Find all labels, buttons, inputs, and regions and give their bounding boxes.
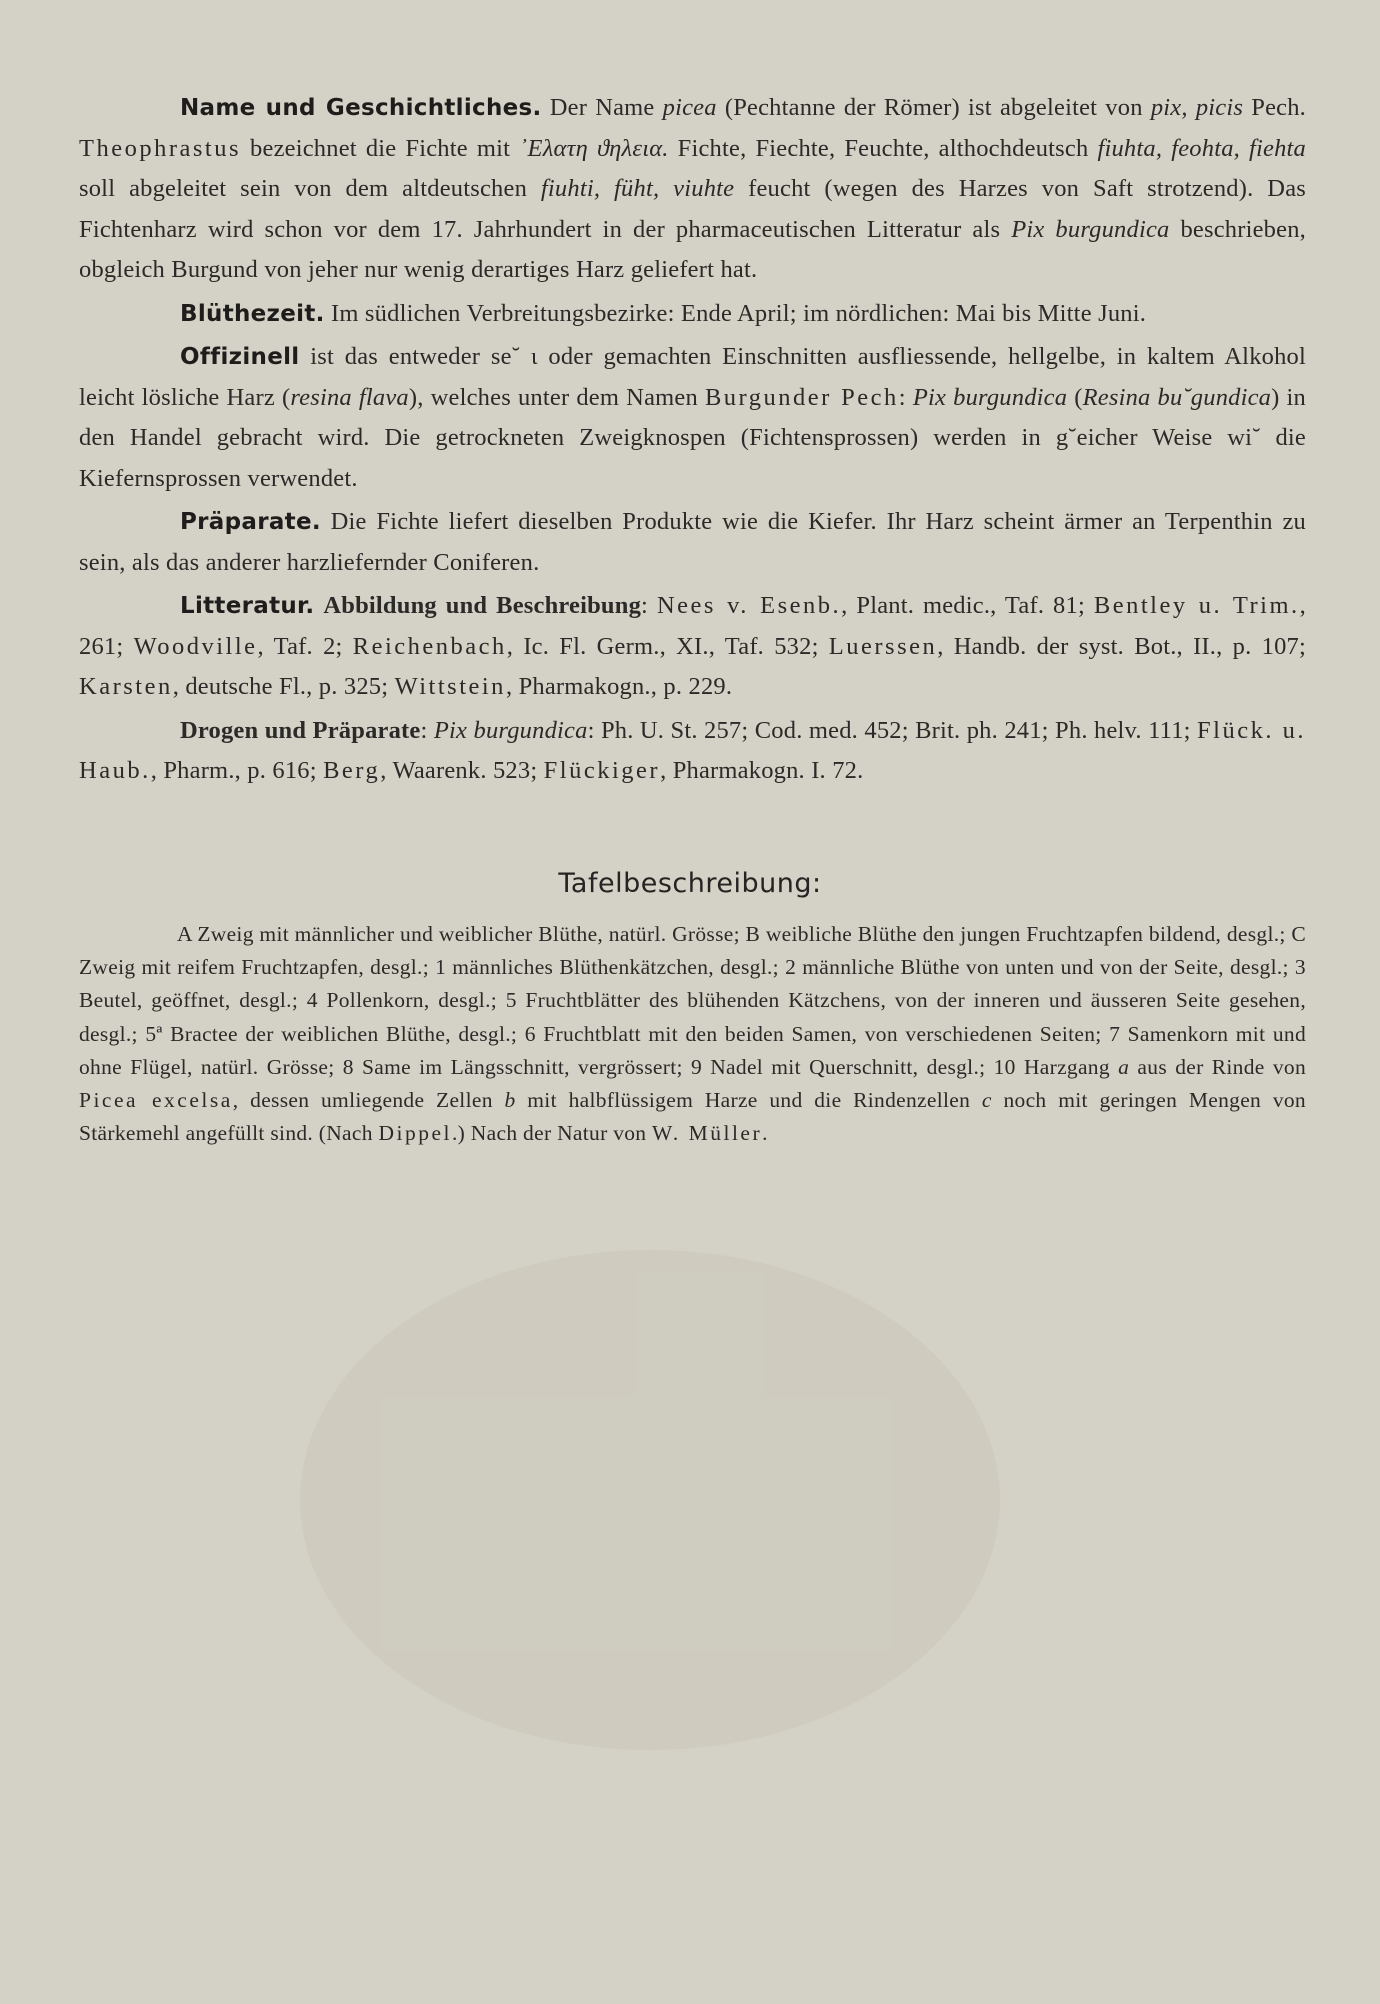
text: : bbox=[420, 716, 434, 744]
text: Pech. bbox=[1243, 94, 1306, 121]
text: A Zweig mit männlicher und weiblicher Blüthe, natürl. Grösse; B weibliche Blüthe den jungen Fruchtzapfen bildend, desgl.; C Zweig mit reifem Fruchtzapfen, desgl.; 1 männliches Blüthenkätzchen, desgl.; 2 männliche Blüthe von unten und von der Seite, desgl.; 3 Beutel, geöffnet, desgl.; 4 Pollenkorn, desgl.; 5 Fruchtblätter des blühenden Kätzchens, von der inneren und äusseren Seite gesehen, desgl.; 5ª Bractee der weiblichen Blüthe, desgl.; 6 Fruchtblatt mit den beiden Samen, von verschiedenen Seiten; 7 Samenkorn mit und ohne Flügel, natürl. Grösse; 8 Same im Längsschnitt, vergrössert; 9 Nadel mit Querschnitt, desgl.; 10 Harzgang bbox=[79, 922, 1306, 1079]
author-name: Theophrastus bbox=[79, 134, 241, 162]
text: (Pechtanne der Römer) ist abgeleitet von bbox=[716, 94, 1151, 121]
text: : Ph. U. St. 257; Cod. med. 452; Brit. ph. 241; Ph. helv. 111; bbox=[587, 716, 1198, 744]
text: : bbox=[898, 383, 913, 411]
text: feucht (wegen des Harzes von Saft strotzend). Das Fichtenharz wird schon vor dem 17. Jahrhundert in der pharmaceutischen Litteratur als bbox=[79, 175, 1307, 243]
text: , Waarenk. 523; bbox=[380, 757, 544, 784]
text: ( bbox=[1067, 383, 1083, 411]
figure-letter: b bbox=[504, 1088, 516, 1113]
author-name: Karsten bbox=[79, 673, 173, 700]
text: , Handb. der syst. Bot., II., p. 107; bbox=[937, 632, 1307, 660]
text: Der Name bbox=[541, 94, 663, 121]
latin-term: Pix burgundica bbox=[433, 716, 588, 744]
text: ), welches unter dem Namen bbox=[408, 383, 705, 411]
text: ) in den Handel gebracht wird. Die getrockneten Zweigknospen (Fichtensprossen) werden in g˘eicher Weise wi˘ die Kiefernsprossen verwendet. bbox=[79, 383, 1306, 492]
old-german-terms: fiuhti, füht, viuhte bbox=[540, 175, 735, 202]
author-name: Woodville bbox=[133, 632, 258, 660]
author-name: Nees v. Esenb. bbox=[656, 592, 842, 619]
subheading-abbildung: Abbildung und Beschreibung bbox=[323, 592, 642, 619]
paragraph-praeparate bbox=[79, 502, 1306, 583]
text: , Pharmakogn., p. 229. bbox=[505, 673, 733, 700]
text: , Pharm., p. 616; bbox=[150, 757, 324, 784]
text: Fichte, Fiechte, Feuchte, althochdeutsch bbox=[668, 134, 1098, 162]
latin-term: pix, picis bbox=[1150, 94, 1244, 121]
text: , Plant. medic., Taf. 81; bbox=[841, 592, 1094, 619]
species-name: Picea excelsa bbox=[79, 1088, 233, 1113]
paragraph-offizinell bbox=[79, 337, 1306, 499]
greek-term: ᾿Ελατη ϑηλεια. bbox=[519, 134, 669, 162]
paragraph-bluethezeit bbox=[79, 294, 1306, 335]
latin-term: picea bbox=[662, 94, 717, 121]
text: : bbox=[641, 592, 657, 619]
tafelbeschreibung-title: Tafelbeschreibung: bbox=[558, 868, 822, 899]
paragraph-name-und-geschichtliches bbox=[79, 88, 1306, 291]
text: beschrieben, obgleich Burgund von jeher nur wenig derartiges Harz geliefert hat. bbox=[79, 215, 1306, 283]
author-name: Flückiger bbox=[543, 757, 661, 784]
text: bezeichnet die Fichte mit bbox=[241, 134, 520, 162]
author-name: Flück. u. Haub. bbox=[79, 716, 1307, 784]
author-name: Luerssen bbox=[828, 632, 938, 660]
heading-offizinell: Offizinell bbox=[180, 344, 300, 370]
latin-term: Resina bu˘gundica bbox=[1082, 383, 1272, 411]
heading-drogen-und-praeparate: Drogen und Präparate bbox=[180, 716, 421, 744]
figure-letter: a bbox=[1118, 1054, 1130, 1079]
latin-term: Pix burgundica bbox=[1011, 215, 1170, 243]
text: , Taf. 2; bbox=[257, 632, 353, 660]
heading-praeparate: Präparate. bbox=[180, 509, 321, 535]
paragraph-drogen bbox=[79, 711, 1306, 792]
author-name: Wittstein bbox=[394, 673, 506, 700]
paper-stain bbox=[300, 1250, 1000, 1750]
heading-litteratur: Litteratur. bbox=[180, 593, 315, 619]
text: noch mit geringen Mengen von Stärkemehl angefüllt sind. (Nach bbox=[79, 1088, 1306, 1146]
trade-name: Burgunder Pech bbox=[704, 383, 899, 411]
figure-letter: c bbox=[981, 1088, 992, 1113]
text: . bbox=[762, 1121, 768, 1146]
text: , dessen umliegende Zellen bbox=[232, 1088, 505, 1113]
text: , deutsche Fl., p. 325; bbox=[172, 673, 395, 700]
text: Im südlichen Verbreitungsbezirke: Ende April; im nördlichen: Mai bis Mitte Juni. bbox=[324, 299, 1147, 327]
text: Die Fichte liefert dieselben Produkte wie die Kiefer. Ihr Harz scheint ärmer an Terpenthin zu sein, als das anderer harzliefernder Coniferen. bbox=[79, 508, 1306, 576]
plate-description bbox=[79, 918, 1306, 1150]
paragraph-litteratur bbox=[79, 586, 1306, 708]
author-name: Dippel bbox=[378, 1121, 452, 1146]
author-name: W. Müller bbox=[652, 1121, 763, 1146]
text: , 261; bbox=[79, 592, 1306, 660]
text: , Pharmakogn. I. 72. bbox=[660, 757, 864, 784]
heading-name-und-geschichtliches: Name und Geschichtliches. bbox=[180, 95, 542, 121]
author-name: Berg bbox=[323, 757, 381, 784]
text: aus der Rinde von bbox=[1129, 1054, 1306, 1079]
text: ist das entweder se˘ ι oder gemachten Einschnitten ausfliessende, hellgelbe, in kaltem Alkohol leicht lösliche Harz ( bbox=[79, 343, 1306, 411]
main-text-column bbox=[79, 88, 1306, 795]
latin-term: Pix burgundica bbox=[912, 383, 1068, 411]
heading-bluethezeit: Blüthezeit. bbox=[180, 300, 325, 327]
old-german-terms: fiuhta, feohta, fiehta bbox=[1097, 134, 1307, 162]
latin-term: resina flava bbox=[290, 383, 409, 411]
author-name: Reichenbach bbox=[352, 632, 507, 660]
text: soll abgeleitet sein von dem altdeutschen bbox=[79, 175, 541, 202]
text: mit halbflüssigem Harze und die Rindenzellen bbox=[515, 1088, 982, 1113]
text: , Ic. Fl. Germ., XI., Taf. 532; bbox=[506, 632, 829, 660]
text: .) Nach der Natur von bbox=[452, 1121, 653, 1146]
author-name: Bentley u. Trim. bbox=[1093, 592, 1300, 619]
